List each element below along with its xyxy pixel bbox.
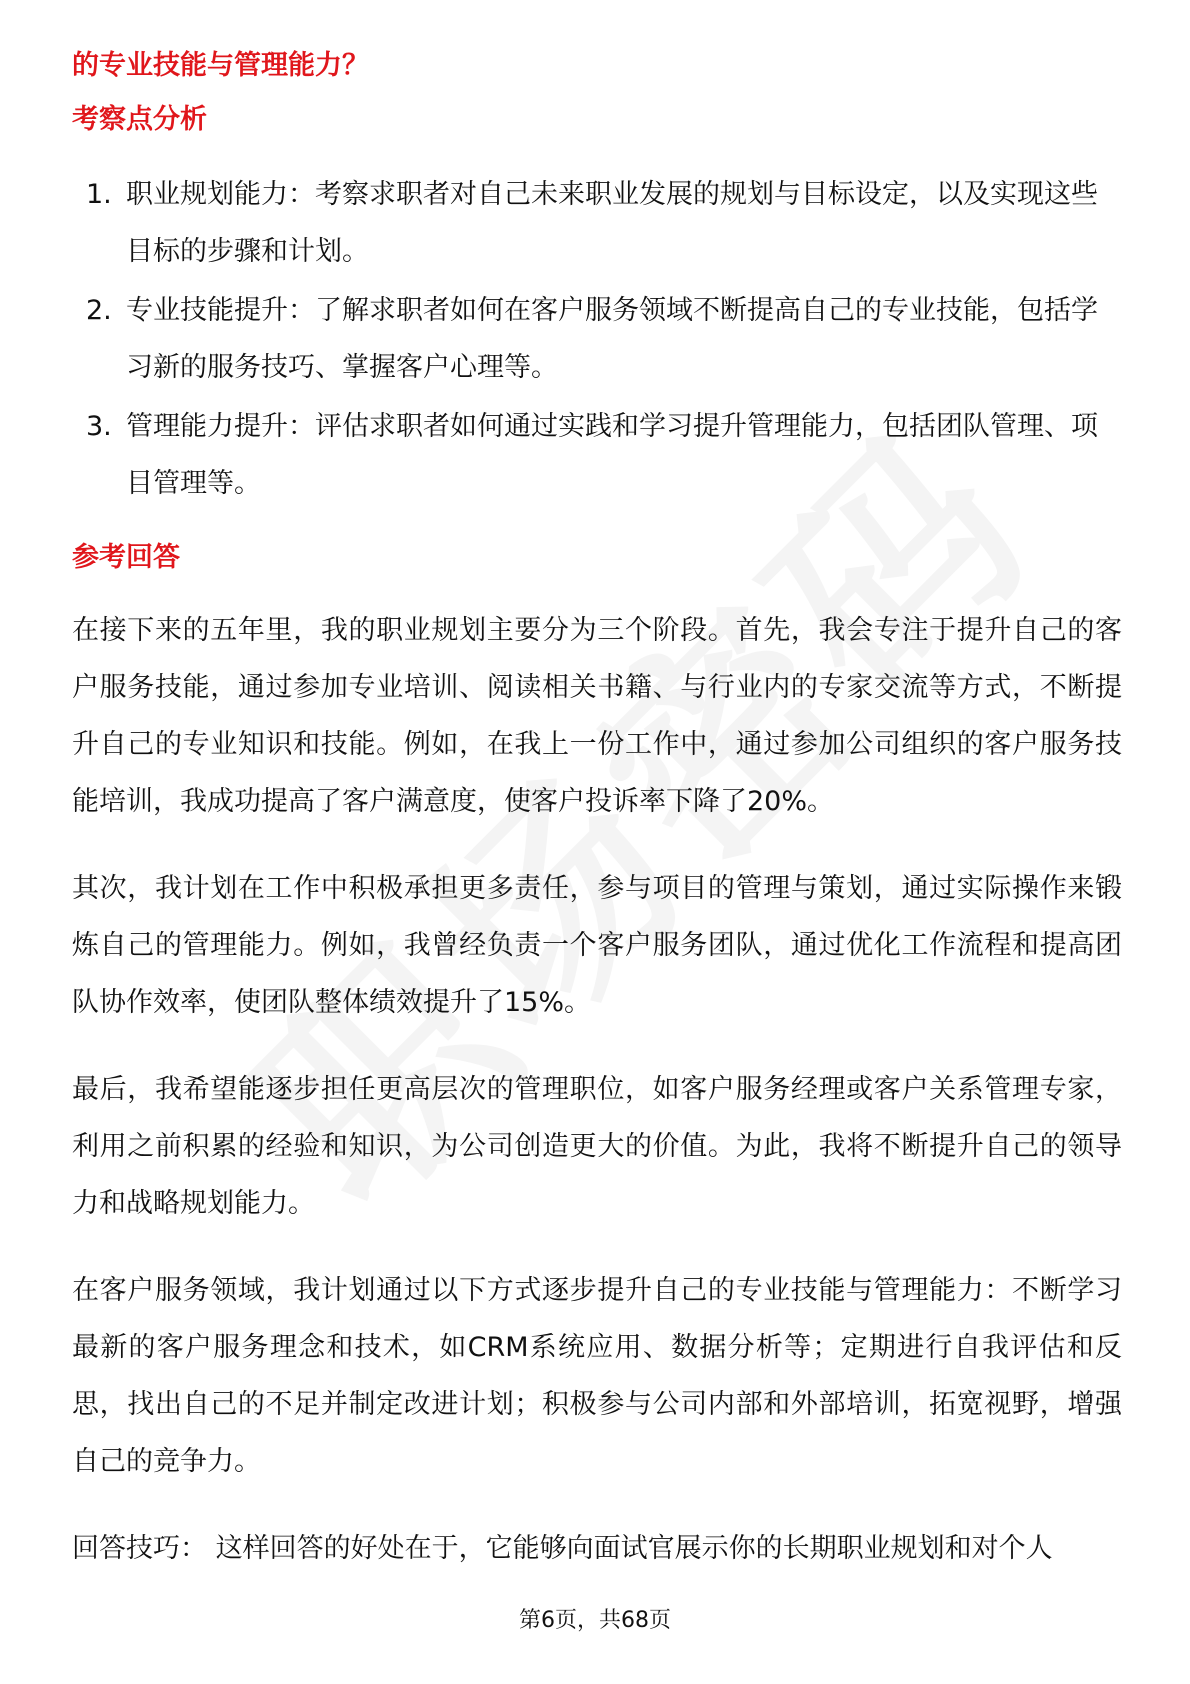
- question-heading-tail: 的专业技能与管理能力？: [72, 50, 369, 81]
- answer-paragraph: 其次，我计划在工作中积极承担更多责任，参与项目的管理与策划，通过实际操作来锻炼自己的管理能力。例如，我曾经负责一个客户服务团队，通过优化工作流程和提高团队协作效率，使团队整体绩效提升了15%。: [72, 873, 1122, 1018]
- list-item-text: 专业技能提升：了解求职者如何在客户服务领域不断提高自己的专业技能，包括学习新的服务技巧、掌握客户心理等。: [126, 295, 1098, 383]
- list-item: [72, 398, 1122, 512]
- answer-heading: 参考回答: [72, 542, 180, 573]
- analysis-heading: 考察点分析: [72, 104, 207, 135]
- list-item-text: 管理能力提升：评估求职者如何通过实践和学习提升管理能力，包括团队管理、项目管理等。: [126, 411, 1098, 499]
- answer-paragraph: 在接下来的五年里，我的职业规划主要分为三个阶段。首先，我会专注于提升自己的客户服务技能，通过参加专业培训、阅读相关书籍、与行业内的专家交流等方式，不断提升自己的专业知识和技能。例如，在我上一份工作中，通过参加公司组织的客户服务技能培训，我成功提高了客户满意度，使客户投诉率下降了20%。: [72, 615, 1122, 817]
- list-item: [72, 282, 1122, 396]
- answer-paragraph: 在客户服务领域，我计划通过以下方式逐步提升自己的专业技能与管理能力：不断学习最新的客户服务理念和技术，如CRM系统应用、数据分析等；定期进行自我评估和反思，找出自己的不足并制定改进计划；积极参与公司内部和外部培训，拓宽视野，增强自己的竞争力。: [72, 1275, 1122, 1477]
- list-item-text: 职业规划能力：考察求职者对自己未来职业发展的规划与目标设定，以及实现这些目标的步骤和计划。: [126, 179, 1098, 267]
- list-item-number: 3.: [86, 411, 112, 442]
- list-item-number: 2.: [86, 295, 112, 326]
- list-item-number: 1.: [86, 179, 112, 210]
- answer-paragraph: 最后，我希望能逐步担任更高层次的管理职位，如客户服务经理或客户关系管理专家，利用之前积累的经验和知识，为公司创造更大的价值。为此，我将不断提升自己的领导力和战略规划能力。: [72, 1074, 1122, 1219]
- tips-paragraph: 回答技巧： 这样回答的好处在于，它能够向面试官展示你的长期职业规划和对个人: [72, 1533, 1053, 1564]
- analysis-points-list: [72, 166, 1122, 512]
- page-footer: 第6页，共68页: [519, 1608, 671, 1633]
- page-content: [72, 46, 1122, 1607]
- list-item: [72, 166, 1122, 280]
